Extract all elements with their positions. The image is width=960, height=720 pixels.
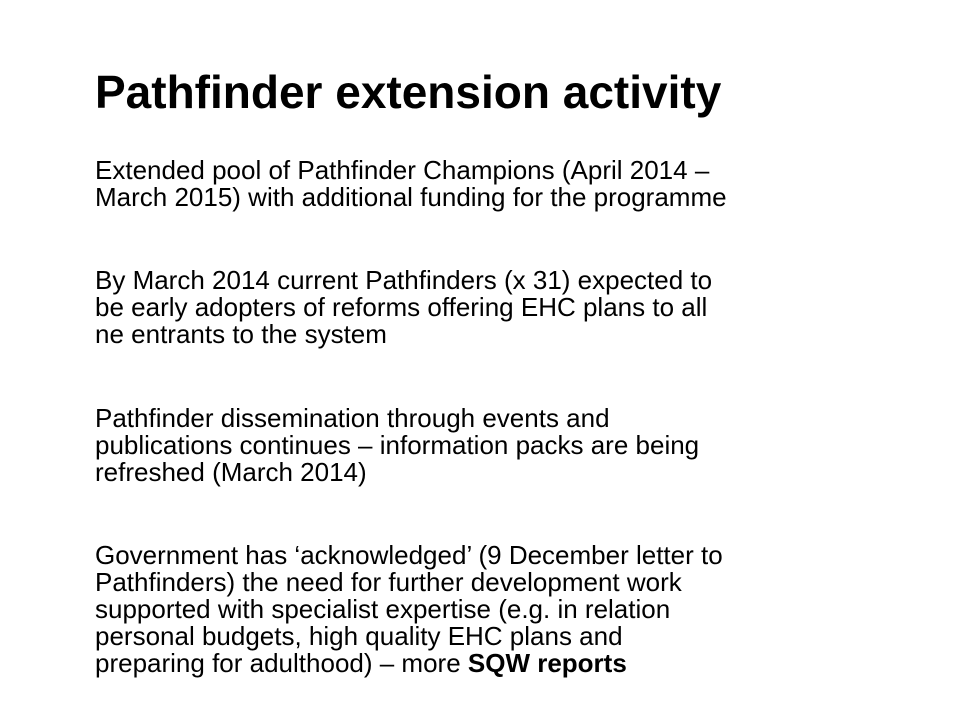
paragraph-last-line bbox=[95, 650, 895, 677]
paragraph-line: Government has ‘acknowledged’ (9 December letter to bbox=[95, 540, 723, 570]
paragraph-line: March 2015) with additional funding for the programme bbox=[95, 182, 727, 212]
sqw-reports-text: SQW reports bbox=[467, 648, 627, 678]
paragraph-line: supported with specialist expertise (e.g. in relation bbox=[95, 594, 671, 624]
paragraph-dissemination bbox=[95, 405, 895, 486]
paragraph-line: Pathfinders) the need for further development work bbox=[95, 567, 682, 597]
paragraph-line: personal budgets, high quality EHC plans and bbox=[95, 621, 623, 651]
paragraph-last-line-text: preparing for adulthood) – more bbox=[95, 648, 468, 678]
paragraph-line: refreshed (March 2014) bbox=[95, 457, 367, 487]
paragraph-line: Extended pool of Pathfinder Champions (April 2014 – bbox=[95, 155, 710, 185]
paragraph-line: be early adopters of reforms offering EHC plans to all bbox=[95, 292, 708, 322]
paragraph-line: Pathfinder dissemination through events and bbox=[95, 403, 610, 433]
slide-title: Pathfinder extension activity bbox=[95, 66, 722, 118]
paragraph-line: By March 2014 current Pathfinders (x 31) expected to bbox=[95, 265, 713, 295]
paragraph-pathfinder-champions bbox=[95, 157, 895, 211]
paragraph-current-pathfinders bbox=[95, 267, 895, 348]
paragraph-government-acknowledged bbox=[95, 542, 895, 677]
paragraph-line: publications continues – information packs are being bbox=[95, 430, 700, 460]
paragraph-line: ne entrants to the system bbox=[95, 319, 387, 349]
